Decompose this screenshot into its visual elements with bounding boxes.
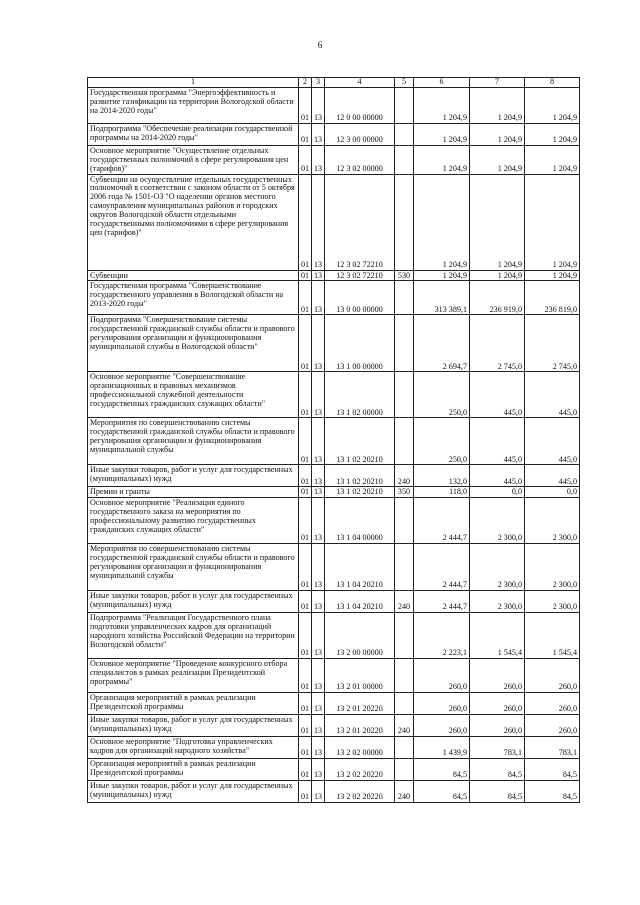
expense-type-cell — [395, 418, 414, 465]
header-cell: 8 — [525, 78, 580, 88]
subsection-code-cell: 13 — [312, 87, 325, 123]
amount-col6-cell: 1 204,9 — [414, 145, 470, 174]
amount-col8-cell: 1 204,9 — [525, 270, 580, 281]
amount-col6-cell: 313 389,1 — [414, 281, 470, 315]
target-article-cell: 13 2 01 20220 — [325, 693, 395, 715]
expense-type-cell — [395, 659, 414, 693]
target-article-cell: 13 2 00 00000 — [325, 613, 395, 659]
row-name-cell: Подпрограмма "Реализация Государственного плана подготовки управленческих кадров для организаций народного хозяйства Российской Федерации на территории Вологодской области" — [88, 613, 299, 659]
table-row — [88, 465, 580, 487]
section-code-cell: 01 — [299, 372, 312, 418]
amount-col8-cell: 445,0 — [525, 418, 580, 465]
expense-type-cell — [395, 737, 414, 759]
amount-col7-cell: 1 204,9 — [470, 87, 525, 123]
row-name-cell: Основное мероприятие "Реализация единого государственного заказа на мероприятия по профессиональному развитию государственных гражданских служащих области" — [88, 498, 299, 544]
header-cell: 2 — [299, 78, 312, 88]
row-name-cell: Организация мероприятий в рамках реализации Президентской программы — [88, 693, 299, 715]
table-row — [88, 498, 580, 544]
expense-type-cell — [395, 372, 414, 418]
budget-table — [87, 77, 580, 803]
amount-col6-cell: 2 444,7 — [414, 544, 470, 591]
header-cell: 5 — [395, 78, 414, 88]
amount-col8-cell: 445,0 — [525, 372, 580, 418]
amount-col7-cell: 84,5 — [470, 759, 525, 781]
section-code-cell: 01 — [299, 498, 312, 544]
table-row — [88, 87, 580, 123]
table-row — [88, 737, 580, 759]
header-cell: 6 — [414, 78, 470, 88]
row-name-cell: Подпрограмма "Обеспечение реализации государственной программы на 2014-2020 годы" — [88, 123, 299, 145]
subsection-code-cell: 13 — [312, 591, 325, 613]
amount-col6-cell: 1 204,9 — [414, 87, 470, 123]
section-code-cell: 01 — [299, 145, 312, 174]
amount-col7-cell: 84,5 — [470, 781, 525, 803]
section-code-cell: 01 — [299, 715, 312, 737]
amount-col7-cell: 2 300,0 — [470, 498, 525, 544]
subsection-code-cell: 13 — [312, 418, 325, 465]
amount-col6-cell: 1 439,9 — [414, 737, 470, 759]
subsection-code-cell: 13 — [312, 270, 325, 281]
row-name-cell: Иные закупки товаров, работ и услуг для государственных (муниципальных) нужд — [88, 781, 299, 803]
expense-type-cell: 240 — [395, 715, 414, 737]
expense-type-cell — [395, 613, 414, 659]
amount-col6-cell: 84,5 — [414, 781, 470, 803]
expense-type-cell: 240 — [395, 591, 414, 613]
section-code-cell: 01 — [299, 759, 312, 781]
subsection-code-cell: 13 — [312, 498, 325, 544]
amount-col6-cell: 260,0 — [414, 693, 470, 715]
section-code-cell: 01 — [299, 613, 312, 659]
table-body — [88, 78, 580, 803]
table-row — [88, 715, 580, 737]
expense-type-cell — [395, 123, 414, 145]
amount-col8-cell: 260,0 — [525, 715, 580, 737]
amount-col8-cell: 84,5 — [525, 781, 580, 803]
amount-col6-cell: 132,0 — [414, 465, 470, 487]
amount-col8-cell: 0,0 — [525, 487, 580, 498]
section-code-cell: 01 — [299, 487, 312, 498]
section-code-cell: 01 — [299, 270, 312, 281]
subsection-code-cell: 13 — [312, 693, 325, 715]
target-article-cell: 13 2 02 20220 — [325, 759, 395, 781]
target-article-cell: 13 1 02 00000 — [325, 372, 395, 418]
target-article-cell: 13 1 02 20210 — [325, 465, 395, 487]
amount-col6-cell: 260,0 — [414, 659, 470, 693]
row-name-cell: Иные закупки товаров, работ и услуг для государственных (муниципальных) нужд — [88, 591, 299, 613]
amount-col8-cell: 260,0 — [525, 693, 580, 715]
target-article-cell: 13 1 00 00000 — [325, 315, 395, 372]
amount-col6-cell: 2 444,7 — [414, 591, 470, 613]
target-article-cell: 13 1 04 00000 — [325, 498, 395, 544]
subsection-code-cell: 13 — [312, 315, 325, 372]
target-article-cell: 13 2 02 20220 — [325, 781, 395, 803]
expense-type-cell — [395, 145, 414, 174]
amount-col8-cell: 2 300,0 — [525, 498, 580, 544]
target-article-cell: 13 1 02 20210 — [325, 418, 395, 465]
row-name-cell: Субвенции на осуществление отдельных государственных полномочий в соответствии с законом области от 5 октября 2006 года № 1501-ОЗ "О наделении органов местного самоуправления муниципальных районов и городских округов Вологодской области отдельными государственными полномочиями в сфере регулирования цен (тарифов)" — [88, 174, 299, 270]
row-name-cell: Субвенции — [88, 270, 299, 281]
expense-type-cell: 240 — [395, 781, 414, 803]
row-name-cell: Мероприятия по совершенствованию системы государственной гражданской службы области и правового регулирования организации и функционирования муниципальной службы — [88, 418, 299, 465]
amount-col7-cell: 2 745,0 — [470, 315, 525, 372]
subsection-code-cell: 13 — [312, 281, 325, 315]
amount-col8-cell: 2 745,0 — [525, 315, 580, 372]
amount-col7-cell: 260,0 — [470, 693, 525, 715]
expense-type-cell — [395, 174, 414, 270]
amount-col8-cell: 1 204,9 — [525, 145, 580, 174]
header-row — [88, 78, 580, 88]
amount-col8-cell: 260,0 — [525, 659, 580, 693]
subsection-code-cell: 13 — [312, 145, 325, 174]
expense-type-cell: 240 — [395, 465, 414, 487]
target-article-cell: 12 0 00 00000 — [325, 87, 395, 123]
row-name-cell: Мероприятия по совершенствованию системы государственной гражданской службы области и правового регулирования организации и функционирования муниципальной службы — [88, 544, 299, 591]
table-row — [88, 781, 580, 803]
target-article-cell: 12 3 02 72210 — [325, 174, 395, 270]
expense-type-cell — [395, 87, 414, 123]
amount-col6-cell: 84,5 — [414, 759, 470, 781]
header-cell: 1 — [88, 78, 299, 88]
expense-type-cell — [395, 498, 414, 544]
section-code-cell: 01 — [299, 281, 312, 315]
amount-col7-cell: 1 204,9 — [470, 174, 525, 270]
amount-col6-cell: 250,0 — [414, 418, 470, 465]
row-name-cell: Основное мероприятие "Подготовка управленческих кадров для организаций народного хозяйства" — [88, 737, 299, 759]
table-row — [88, 659, 580, 693]
subsection-code-cell: 13 — [312, 372, 325, 418]
target-article-cell: 13 1 02 20210 — [325, 487, 395, 498]
row-name-cell: Премии и гранты — [88, 487, 299, 498]
subsection-code-cell: 13 — [312, 544, 325, 591]
section-code-cell: 01 — [299, 737, 312, 759]
target-article-cell: 12 3 00 00000 — [325, 123, 395, 145]
subsection-code-cell: 13 — [312, 465, 325, 487]
subsection-code-cell: 13 — [312, 487, 325, 498]
row-name-cell: Государственная программа "Совершенствование государственного управления в Вологодской области на 2013-2020 годы" — [88, 281, 299, 315]
amount-col8-cell: 84,5 — [525, 759, 580, 781]
amount-col8-cell: 2 300,0 — [525, 591, 580, 613]
target-article-cell: 13 0 00 00000 — [325, 281, 395, 315]
amount-col6-cell: 2 223,1 — [414, 613, 470, 659]
amount-col7-cell: 2 300,0 — [470, 544, 525, 591]
subsection-code-cell: 13 — [312, 174, 325, 270]
amount-col7-cell: 445,0 — [470, 418, 525, 465]
section-code-cell: 01 — [299, 591, 312, 613]
table-row — [88, 613, 580, 659]
amount-col7-cell: 445,0 — [470, 372, 525, 418]
subsection-code-cell: 13 — [312, 659, 325, 693]
section-code-cell: 01 — [299, 87, 312, 123]
section-code-cell: 01 — [299, 659, 312, 693]
row-name-cell: Иные закупки товаров, работ и услуг для государственных (муниципальных) нужд — [88, 715, 299, 737]
amount-col8-cell: 2 300,0 — [525, 544, 580, 591]
table-row — [88, 145, 580, 174]
amount-col7-cell: 1 204,9 — [470, 270, 525, 281]
table-row — [88, 693, 580, 715]
table-row — [88, 270, 580, 281]
amount-col6-cell: 250,0 — [414, 372, 470, 418]
table-row — [88, 544, 580, 591]
amount-col8-cell: 236 819,0 — [525, 281, 580, 315]
section-code-cell: 01 — [299, 465, 312, 487]
section-code-cell: 01 — [299, 315, 312, 372]
row-name-cell: Иные закупки товаров, работ и услуг для государственных (муниципальных) нужд — [88, 465, 299, 487]
amount-col6-cell: 1 204,9 — [414, 174, 470, 270]
amount-col6-cell: 118,0 — [414, 487, 470, 498]
target-article-cell: 13 1 04 20210 — [325, 544, 395, 591]
subsection-code-cell: 13 — [312, 123, 325, 145]
table-row — [88, 315, 580, 372]
expense-type-cell: 350 — [395, 487, 414, 498]
amount-col6-cell: 2 694,7 — [414, 315, 470, 372]
header-cell: 3 — [312, 78, 325, 88]
amount-col7-cell: 260,0 — [470, 659, 525, 693]
target-article-cell: 13 2 01 00000 — [325, 659, 395, 693]
expense-type-cell: 530 — [395, 270, 414, 281]
row-name-cell: Основное мероприятие "Осуществление отдельных государственных полномочий в сфере регулирования цен (тарифов)" — [88, 145, 299, 174]
target-article-cell: 12 3 02 72210 — [325, 270, 395, 281]
subsection-code-cell: 13 — [312, 759, 325, 781]
table-row — [88, 372, 580, 418]
amount-col6-cell: 1 204,9 — [414, 270, 470, 281]
table-row — [88, 759, 580, 781]
amount-col8-cell: 1 204,9 — [525, 123, 580, 145]
section-code-cell: 01 — [299, 781, 312, 803]
section-code-cell: 01 — [299, 544, 312, 591]
amount-col7-cell: 1 545,4 — [470, 613, 525, 659]
amount-col7-cell: 236 919,0 — [470, 281, 525, 315]
table-row — [88, 487, 580, 498]
table-row — [88, 591, 580, 613]
target-article-cell: 12 3 02 00000 — [325, 145, 395, 174]
amount-col7-cell: 0,0 — [470, 487, 525, 498]
amount-col6-cell: 1 204,9 — [414, 123, 470, 145]
subsection-code-cell: 13 — [312, 781, 325, 803]
amount-col8-cell: 783,1 — [525, 737, 580, 759]
section-code-cell: 01 — [299, 418, 312, 465]
expense-type-cell — [395, 281, 414, 315]
section-code-cell: 01 — [299, 123, 312, 145]
amount-col7-cell: 445,0 — [470, 465, 525, 487]
amount-col8-cell: 445,0 — [525, 465, 580, 487]
amount-col7-cell: 1 204,9 — [470, 145, 525, 174]
row-name-cell: Подпрограмма "Совершенствование системы государственной гражданской службы области и правового регулирования организации и функционирования муниципальной службы в Вологодской области" — [88, 315, 299, 372]
expense-type-cell — [395, 544, 414, 591]
target-article-cell: 13 2 02 00000 — [325, 737, 395, 759]
row-name-cell: Основное мероприятие "Совершенствование организационных и правовых механизмов профессиональной служебной деятельности государственных гражданских служащих области" — [88, 372, 299, 418]
amount-col6-cell: 260,0 — [414, 715, 470, 737]
amount-col8-cell: 1 204,9 — [525, 87, 580, 123]
subsection-code-cell: 13 — [312, 613, 325, 659]
header-cell: 7 — [470, 78, 525, 88]
target-article-cell: 13 2 01 20220 — [325, 715, 395, 737]
row-name-cell: Государственная программа "Энергоэффективность и развитие газификации на территории Вологодской области на 2014-2020 годы" — [88, 87, 299, 123]
section-code-cell: 01 — [299, 693, 312, 715]
section-code-cell: 01 — [299, 174, 312, 270]
expense-type-cell — [395, 693, 414, 715]
expense-type-cell — [395, 759, 414, 781]
amount-col6-cell: 2 444,7 — [414, 498, 470, 544]
row-name-cell: Организация мероприятий в рамках реализации Президентской программы — [88, 759, 299, 781]
table-row — [88, 123, 580, 145]
amount-col7-cell: 2 300,0 — [470, 591, 525, 613]
subsection-code-cell: 13 — [312, 715, 325, 737]
page-number: 6 — [317, 40, 323, 50]
amount-col7-cell: 783,1 — [470, 737, 525, 759]
subsection-code-cell: 13 — [312, 737, 325, 759]
amount-col8-cell: 1 545,4 — [525, 613, 580, 659]
expense-type-cell — [395, 315, 414, 372]
table-row — [88, 418, 580, 465]
table-row — [88, 281, 580, 315]
amount-col8-cell: 1 204,9 — [525, 174, 580, 270]
target-article-cell: 13 1 04 20210 — [325, 591, 395, 613]
table-row — [88, 174, 580, 270]
amount-col7-cell: 1 204,9 — [470, 123, 525, 145]
header-cell: 4 — [325, 78, 395, 88]
amount-col7-cell: 260,0 — [470, 715, 525, 737]
row-name-cell: Основное мероприятие "Проведение конкурсного отбора специалистов в рамках реализации Президентской программы" — [88, 659, 299, 693]
